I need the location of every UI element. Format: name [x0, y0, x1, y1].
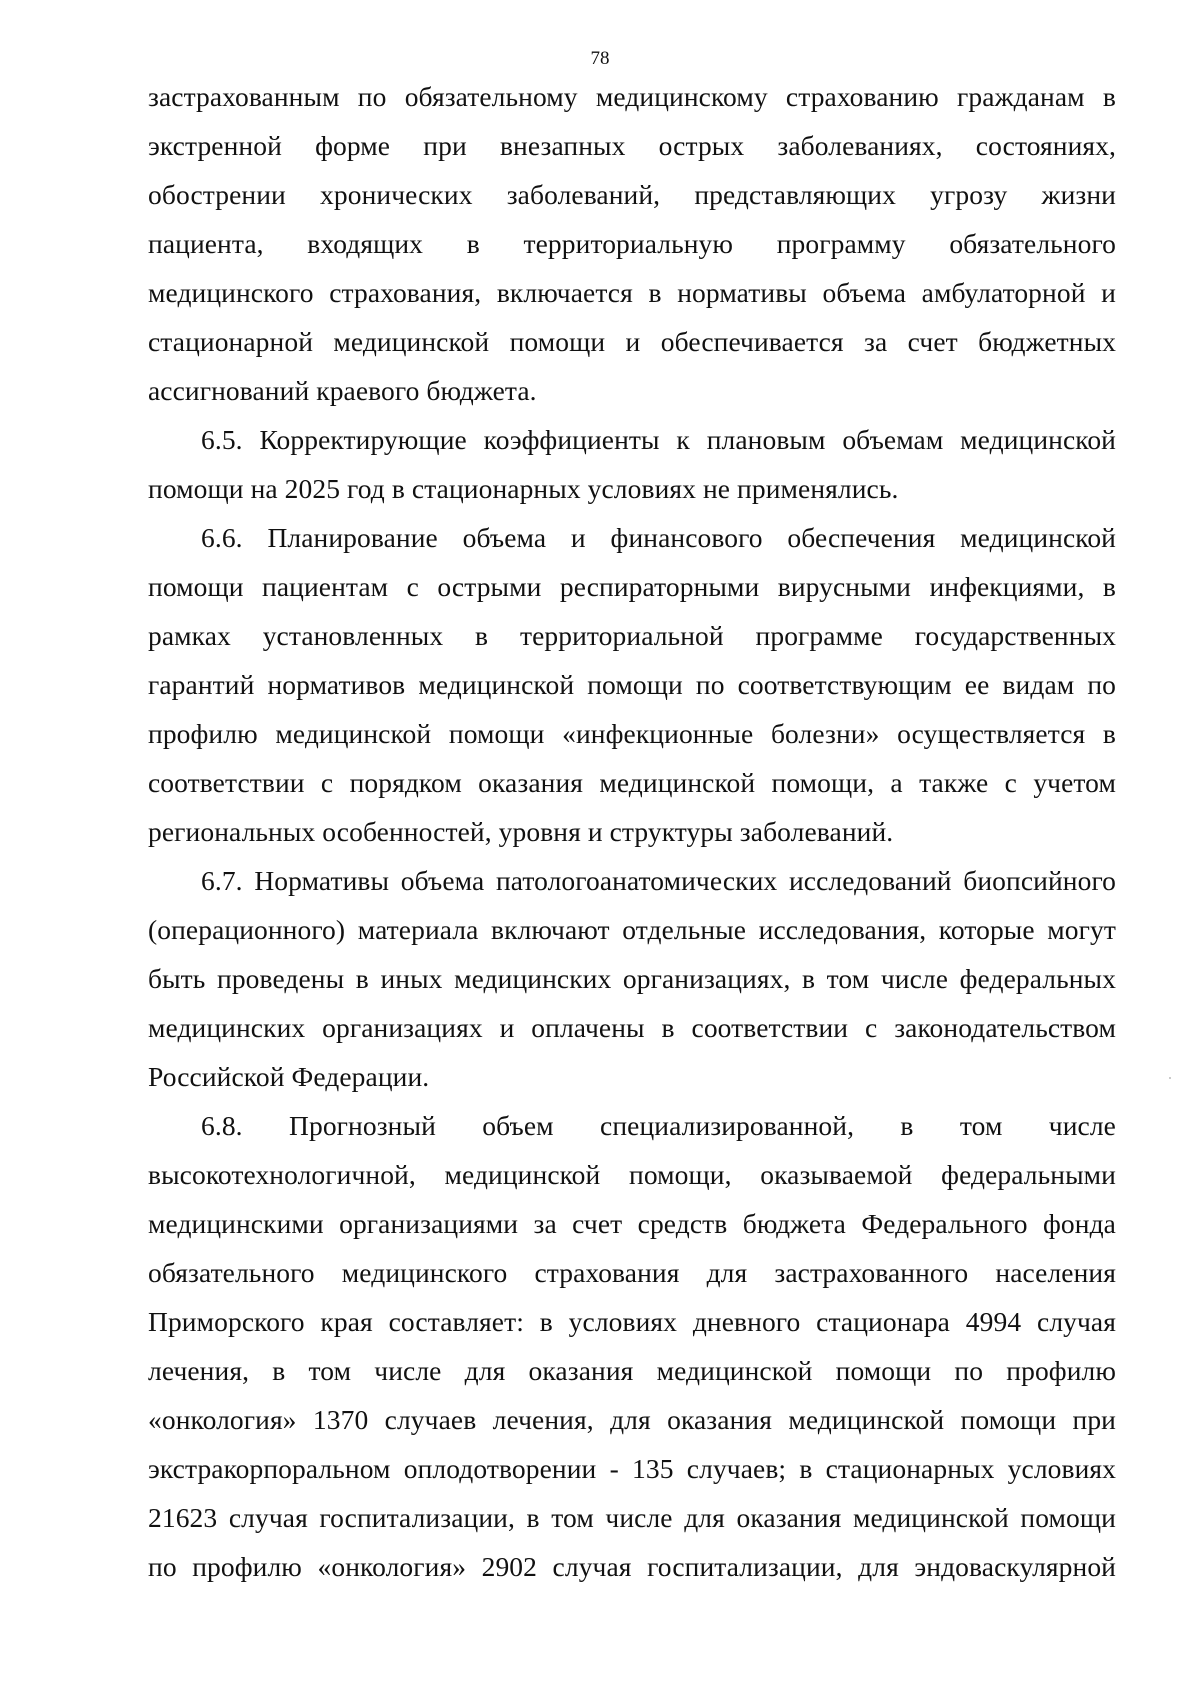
text-line: медицинских организациях и оплачены в соответствии с законодательством: [148, 1012, 1116, 1043]
paragraph-intro: [148, 72, 1116, 415]
text-line: 6.8. Прогнозный объем специализированной, в том числе: [201, 1110, 1116, 1141]
paragraph-6-5: [148, 415, 1116, 513]
text-line: (операционного) материала включают отдельные исследования, которые могут: [148, 914, 1116, 945]
text-line: 21623 случая госпитализации, в том числе для оказания медицинской помощи: [148, 1502, 1116, 1533]
paragraph-6-6: [148, 513, 1116, 856]
text-line: 6.5. Корректирующие коэффициенты к плановым объемам медицинской: [201, 424, 1116, 455]
text-line: рамках установленных в территориальной программе государственных: [148, 620, 1116, 651]
text-line: по профилю «онкология» 2902 случая госпитализации, для эндоваскулярной: [148, 1551, 1116, 1582]
text-line: медицинскими организациями за счет средств бюджета Федерального фонда: [148, 1208, 1116, 1239]
text-line: высокотехнологичной, медицинской помощи, оказываемой федеральными: [148, 1159, 1116, 1190]
text-line: помощи на 2025 год в стационарных условиях не применялись.: [148, 473, 899, 504]
text-line: региональных особенностей, уровня и структуры заболеваний.: [148, 816, 894, 847]
text-line: профилю медицинской помощи «инфекционные болезни» осуществляется в: [148, 718, 1116, 749]
text-line: «онкология» 1370 случаев лечения, для оказания медицинской помощи при: [148, 1404, 1116, 1435]
text-line: экстренной форме при внезапных острых заболеваниях, состояниях,: [148, 130, 1116, 161]
paragraph-6-8: [148, 1101, 1116, 1591]
text-line: пациента, входящих в территориальную программу обязательного: [148, 228, 1116, 259]
scan-speck: [1169, 1077, 1171, 1079]
document-body: [148, 72, 1116, 1591]
text-line: ассигнований краевого бюджета.: [148, 375, 537, 406]
text-line: стационарной медицинской помощи и обеспечивается за счет бюджетных: [148, 326, 1116, 357]
text-line: застрахованным по обязательному медицинскому страхованию гражданам в: [148, 81, 1116, 112]
text-line: быть проведены в иных медицинских организациях, в том числе федеральных: [148, 963, 1116, 994]
page-number: 78: [590, 48, 610, 69]
text-line: лечения, в том числе для оказания медицинской помощи по профилю: [148, 1355, 1116, 1386]
text-line: обострении хронических заболеваний, представляющих угрозу жизни: [148, 179, 1116, 210]
paragraph-6-7: [148, 856, 1116, 1101]
text-line: экстракорпоральном оплодотворении - 135 случаев; в стационарных условиях: [148, 1453, 1116, 1484]
text-line: гарантий нормативов медицинской помощи по соответствующим ее видам по: [148, 669, 1116, 700]
text-line: 6.7. Нормативы объема патологоанатомических исследований биопсийного: [201, 865, 1116, 896]
text-line: соответствии с порядком оказания медицинской помощи, а также с учетом: [148, 767, 1116, 798]
text-line: Российской Федерации.: [148, 1061, 430, 1092]
text-line: обязательного медицинского страхования для застрахованного населения: [148, 1257, 1116, 1288]
text-line: Приморского края составляет: в условиях дневного стационара 4994 случая: [148, 1306, 1116, 1337]
text-line: 6.6. Планирование объема и финансового обеспечения медицинской: [201, 522, 1116, 553]
text-line: помощи пациентам с острыми респираторными вирусными инфекциями, в: [148, 571, 1116, 602]
text-line: медицинского страхования, включается в нормативы объема амбулаторной и: [148, 277, 1116, 308]
